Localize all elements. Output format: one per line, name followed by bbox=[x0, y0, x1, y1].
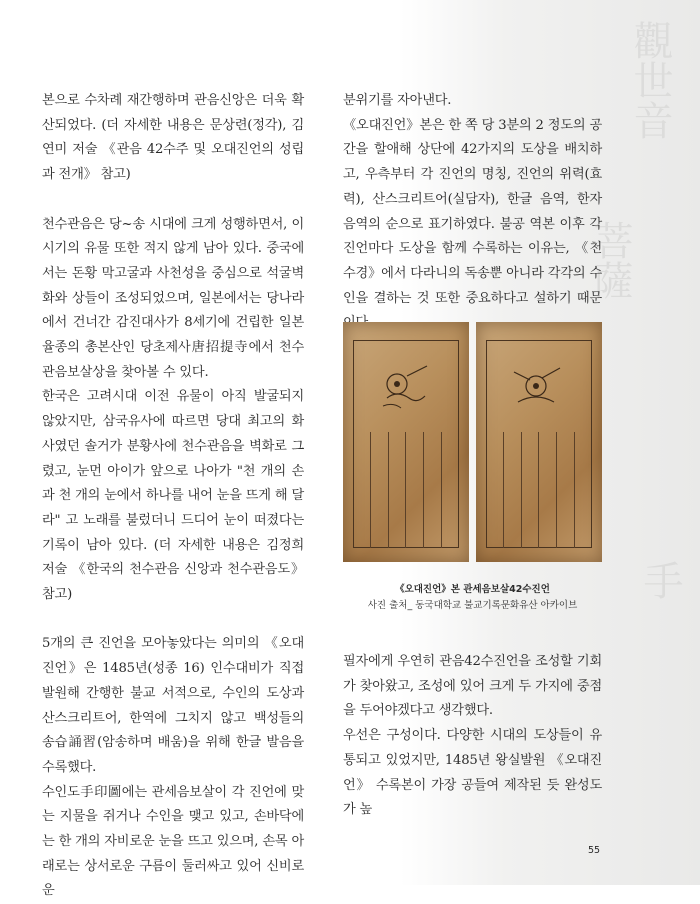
caption-title: 《오대진언》본 관세음보살42수진언 bbox=[395, 584, 550, 595]
page-number: 55 bbox=[588, 845, 601, 856]
book-page-image-right bbox=[476, 322, 602, 562]
photo-caption bbox=[343, 582, 602, 614]
background-calligraphy: 觀世音 bbox=[627, 20, 673, 140]
paragraph: 본으로 수차례 재간행하며 관음신앙은 더욱 확산되었다. (더 자세한 내용은 문상련(정각), 김연미 저술 《관음 42수주 및 오대진언의 성립과 전개》 참고) bbox=[42, 93, 304, 183]
caption-source: 사진 출처_ 동국대학교 불교기록문화유산 아카이브 bbox=[367, 600, 578, 611]
book-page-image-left bbox=[343, 322, 469, 562]
paragraph: 《오대진언》본은 한 쪽 당 3분의 2 정도의 공간을 할애해 상단에 42가지의 도상을 배치하고, 우측부터 각 진언의 명칭, 진언의 위력(효력), 산스크리트어(실담자), 한글 음역, 한자 음역의 순으로 표기하였다. 불공 역본 이후 각 진언마다 도상을 함께 수록하는 이유는, 《천수경》에서 다라니의 독송뿐 아니라 각각의 수인을 결하는 것 또한 중요하다고 설하기 때문 bbox=[343, 117, 602, 306]
paragraph: 수인도手印圖에는 관세음보살이 각 진언에 맞는 지물을 쥐거나 수인을 맺고 있고, 손바닥에는 한 개의 자비로운 눈을 뜨고 있으며, 손목 아래로는 상서로운 구름이 둘러싸고 있어 신비로운 bbox=[42, 784, 304, 899]
background-calligraphy: 手 bbox=[637, 560, 683, 600]
paragraph: 천수관음은 당~송 시대에 크게 성행하면서, 이 시기의 유물 또한 적지 않게 남아 있다. 중국에서는 돈황 막고굴과 사천성을 중심으로 석굴벽화와 상들이 조성되었으며, 일본에서는 당나라에서 건너간 감진대사가 8세기에 건립한 일본 율종의 총본산인 당초제사唐招提寺에서 천수관음보살상을 찾아볼 수 있다. bbox=[42, 216, 304, 380]
right-text-column-top bbox=[343, 89, 602, 336]
paragraph: 5개의 큰 진언을 모아놓았다는 의미의 《오대진언》은 1485년(성종 16) 인수대비가 직접 발원해 간행한 불교 서적으로, 수인의 도상과 산스크리트어, 한역에 그치지 않고 백성들의 송습誦習(암송하며 배움)을 위해 한글 발음을 수록했다. bbox=[42, 636, 304, 775]
left-text-column bbox=[42, 89, 304, 904]
photo-odae-jineon bbox=[343, 322, 602, 562]
paragraph: 우선은 구성이다. 다양한 시대의 도상들이 유통되고 있었지만, 1485년 왕실발원 《오대진언》 수록본이 가장 공들여 제작된 듯 완성도가 높 bbox=[343, 728, 602, 818]
background-calligraphy: 菩薩 bbox=[587, 220, 633, 300]
bodhisattva-hand-illustration bbox=[506, 362, 566, 412]
right-text-column-bottom bbox=[343, 650, 602, 823]
bodhisattva-hand-illustration bbox=[373, 362, 433, 412]
paragraph: 한국은 고려시대 이전 유물이 아직 발굴되지 않았지만, 삼국유사에 따르면 당대 최고의 화사였던 솔거가 분황사에 천수관음을 벽화로 그렸고, 눈먼 아이가 앞으로 나아가 "천 개의 손과 천 개의 눈에서 하나를 내어 눈을 뜨게 해 달라" 고 노래를 불렀더니 드디어 눈이 떠졌다는 기록이 남아 있다. (더 자세한 내용은 김정희 저술 《한국의 천수관음 신앙과 천수관음도》 참고) bbox=[42, 389, 304, 603]
paragraph: 분위기를 자아낸다. bbox=[343, 93, 452, 108]
paragraph: 필자에게 우연히 관음42수진언을 조성할 기회가 찾아왔고, 조성에 있어 크게 두 가지에 중점을 두어야겠다고 생각했다. bbox=[343, 654, 602, 719]
